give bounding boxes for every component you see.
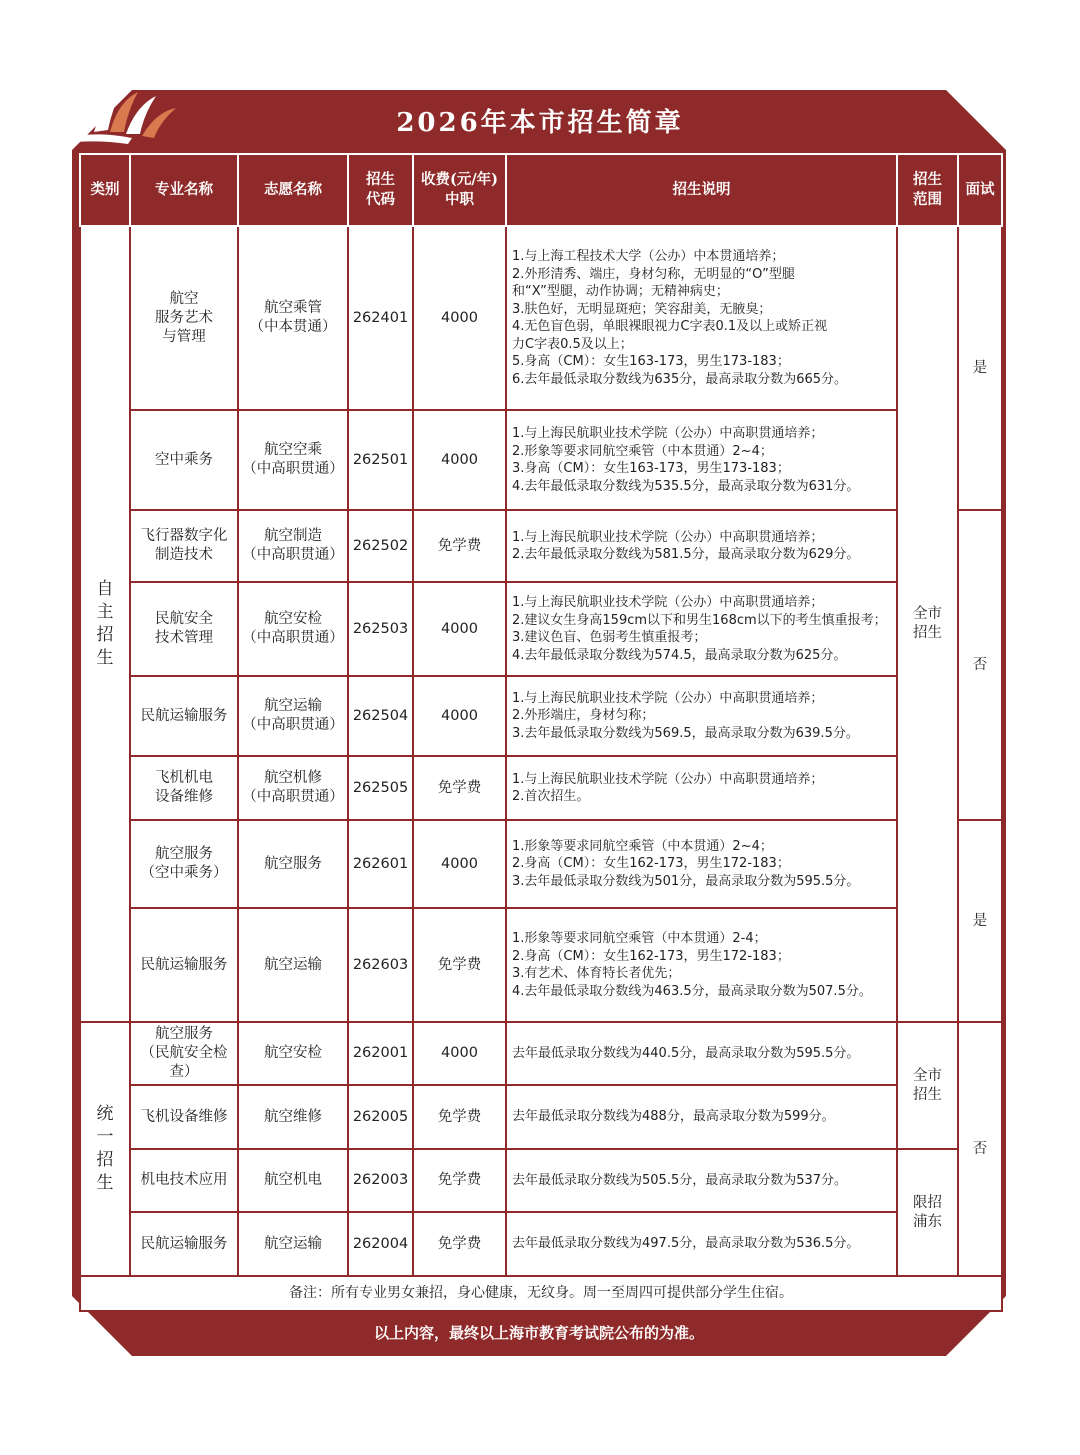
admission-code: 262601 xyxy=(348,820,413,908)
volunteer-name: 航空运输 xyxy=(238,908,348,1022)
major-name: 空中乘务 xyxy=(130,410,238,510)
major-name: 民航安全 技术管理 xyxy=(130,582,238,676)
footer-disclaimer: 以上内容，最终以上海市教育考试院公布的为准。 xyxy=(373,1324,704,1342)
header-interview: 面试 xyxy=(958,154,1002,226)
category-unified: 统 一 招 生 xyxy=(80,1022,130,1276)
tuition-fee: 免学费 xyxy=(413,756,506,820)
table-row xyxy=(80,1085,1002,1149)
major-name: 飞机设备维修 xyxy=(130,1085,238,1149)
table-row xyxy=(80,1149,1002,1212)
admission-description: 去年最低录取分数线为440.5分，最高录取分数为595.5分。 xyxy=(506,1022,897,1085)
major-name: 民航运输服务 xyxy=(130,908,238,1022)
admission-code: 262503 xyxy=(348,582,413,676)
admission-description: 去年最低录取分数线为505.5分，最高录取分数为537分。 xyxy=(506,1149,897,1212)
table-row xyxy=(80,582,1002,676)
volunteer-name: 航空运输 （中高职贯通） xyxy=(238,676,348,756)
admission-description: 1.与上海民航职业技术学院（公办）中高职贯通培养； 2.建议女生身高159cm以下和男生168cm以下的考生慎重报考； 3.建议色盲、色弱考生慎重报考； 4.去年最低录取分数线为574.5，最高录取分数为625分。 xyxy=(506,582,897,676)
header-scope-line2: 范围 xyxy=(913,191,942,208)
header-volunteer: 志愿名称 xyxy=(238,154,348,226)
admission-code: 262505 xyxy=(348,756,413,820)
volunteer-name: 航空机修 （中高职贯通） xyxy=(238,756,348,820)
tuition-fee: 4000 xyxy=(413,582,506,676)
admission-code: 262005 xyxy=(348,1085,413,1149)
admission-code: 262004 xyxy=(348,1212,413,1276)
volunteer-name: 航空机电 xyxy=(238,1149,348,1212)
header-category: 类别 xyxy=(80,154,130,226)
table-row xyxy=(80,908,1002,1022)
header-fee xyxy=(413,154,506,226)
major-name: 航空服务 （空中乘务） xyxy=(130,820,238,908)
admission-description: 1.与上海民航职业技术学院（公办）中高职贯通培养； 2.形象等要求同航空乘管（中本贯通）2~4； 3.身高（CM）：女生163-173，男生173-183； 4.去年最低录取分数线为535.5分，最高录取分数为631分。 xyxy=(506,410,897,510)
table-row xyxy=(80,510,1002,582)
tuition-fee: 免学费 xyxy=(413,908,506,1022)
major-name: 民航运输服务 xyxy=(130,676,238,756)
category-autonomous: 自 主 招 生 xyxy=(80,226,130,1022)
table-row xyxy=(80,1022,1002,1085)
volunteer-name: 航空空乘 （中高职贯通） xyxy=(238,410,348,510)
admission-description: 1.形象等要求同航空乘管（中本贯通）2-4； 2.身高（CM）：女生162-173，男生172-183； 3.有艺术、体育特长者优先； 4.去年最低录取分数线为463.5分，最高录取分数为507.5分。 xyxy=(506,908,897,1022)
admission-code: 262001 xyxy=(348,1022,413,1085)
header-description: 招生说明 xyxy=(506,154,897,226)
interview-no: 否 xyxy=(958,1022,1002,1276)
header-code xyxy=(348,154,413,226)
table-row xyxy=(80,410,1002,510)
note-text: 备注：所有专业男女兼招，身心健康，无纹身。周一至周四可提供部分学生住宿。 xyxy=(80,1276,1002,1311)
volunteer-name: 航空安检 xyxy=(238,1022,348,1085)
table-row xyxy=(80,820,1002,908)
table-row xyxy=(80,676,1002,756)
header-row xyxy=(80,154,1002,226)
admission-description: 去年最低录取分数线为497.5分，最高录取分数为536.5分。 xyxy=(506,1212,897,1276)
header-major: 专业名称 xyxy=(130,154,238,226)
table-row xyxy=(80,226,1002,410)
admission-description: 1.与上海民航职业技术学院（公办）中高职贯通培养； 2.去年最低录取分数线为581.5分，最高录取分数为629分。 xyxy=(506,510,897,582)
major-name: 航空服务 （民航安全检查） xyxy=(130,1022,238,1085)
admission-description: 1.与上海工程技术大学（公办）中本贯通培养； 2.外形清秀、端庄，身材匀称，无明显的“O”型腿 和“X”型腿，动作协调；无精神病史； 3.肤色好，无明显斑疤；笑容甜美，无腋臭； 4.无色盲色弱，单眼裸眼视力C字表0.1及以上或矫正视 力C字表0.5及以上； 5.身高（CM）：女生163-173，男生173-183； 6.去年最低录取分数线为635分，最高录取分数为665分。 xyxy=(506,226,897,410)
tuition-fee: 免学费 xyxy=(413,1149,506,1212)
book-wings-logo-icon xyxy=(72,86,182,150)
header-fee-line1: 收费(元/年) xyxy=(420,171,499,188)
admission-code: 262502 xyxy=(348,510,413,582)
header-scope xyxy=(897,154,958,226)
tuition-fee: 4000 xyxy=(413,226,506,410)
volunteer-name: 航空维修 xyxy=(238,1085,348,1149)
scope-pudong: 限招 浦东 xyxy=(897,1149,958,1276)
volunteer-name: 航空安检 （中高职贯通） xyxy=(238,582,348,676)
admission-code: 262401 xyxy=(348,226,413,410)
interview-yes: 是 xyxy=(958,226,1002,510)
admission-code: 262603 xyxy=(348,908,413,1022)
tuition-fee: 4000 xyxy=(413,820,506,908)
volunteer-name: 航空运输 xyxy=(238,1212,348,1276)
scope-citywide: 全市 招生 xyxy=(897,226,958,1022)
tuition-fee: 免学费 xyxy=(413,1212,506,1276)
table-row xyxy=(80,1212,1002,1276)
table-row xyxy=(80,756,1002,820)
tuition-fee: 免学费 xyxy=(413,1085,506,1149)
admission-code: 262003 xyxy=(348,1149,413,1212)
admission-description: 1.与上海民航职业技术学院（公办）中高职贯通培养； 2.首次招生。 xyxy=(506,756,897,820)
admission-table xyxy=(79,153,1003,1312)
major-name: 飞机机电 设备维修 xyxy=(130,756,238,820)
volunteer-name: 航空乘管 （中本贯通） xyxy=(238,226,348,410)
header-code-line2: 代码 xyxy=(366,191,395,208)
major-name: 机电技术应用 xyxy=(130,1149,238,1212)
admission-code: 262504 xyxy=(348,676,413,756)
page-title: 2026年本市招生简章 xyxy=(396,108,684,138)
major-name: 航空 服务艺术 与管理 xyxy=(130,226,238,410)
admission-description: 1.与上海民航职业技术学院（公办）中高职贯通培养； 2.外形端庄，身材匀称； 3.去年最低录取分数线为569.5，最高录取分数为639.5分。 xyxy=(506,676,897,756)
major-name: 飞行器数字化 制造技术 xyxy=(130,510,238,582)
admission-description: 去年最低录取分数线为488分，最高录取分数为599分。 xyxy=(506,1085,897,1149)
header-fee-line2: 中职 xyxy=(445,191,474,208)
tuition-fee: 4000 xyxy=(413,676,506,756)
volunteer-name: 航空服务 xyxy=(238,820,348,908)
major-name: 民航运输服务 xyxy=(130,1212,238,1276)
tuition-fee: 4000 xyxy=(413,1022,506,1085)
scope-citywide: 全市 招生 xyxy=(897,1022,958,1149)
admission-description: 1.形象等要求同航空乘管（中本贯通）2~4； 2.身高（CM）：女生162-173，男生172-183； 3.去年最低录取分数线为501分，最高录取分数为595.5分。 xyxy=(506,820,897,908)
note-row xyxy=(80,1276,1002,1311)
admission-code: 262501 xyxy=(348,410,413,510)
header-scope-line1: 招生 xyxy=(913,171,942,188)
volunteer-name: 航空制造 （中高职贯通） xyxy=(238,510,348,582)
interview-yes: 是 xyxy=(958,820,1002,1022)
header-code-line1: 招生 xyxy=(366,171,395,188)
tuition-fee: 免学费 xyxy=(413,510,506,582)
interview-no: 否 xyxy=(958,510,1002,820)
tuition-fee: 4000 xyxy=(413,410,506,510)
